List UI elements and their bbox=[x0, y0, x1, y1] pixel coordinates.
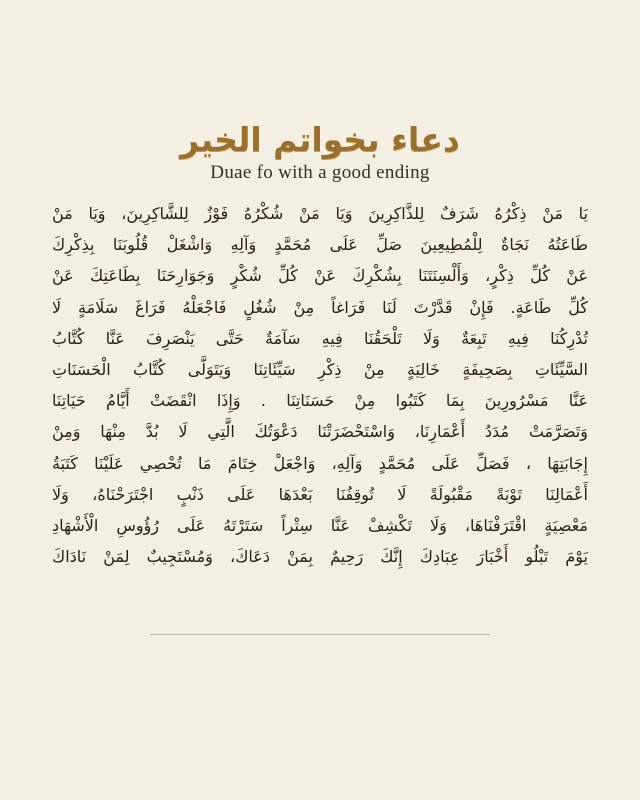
dua-line: يَوْمَ تَبْلُو أَخْبَارَ عِبَادِكَ إِنَّكَ رَحِيمٌ بِمَنْ دَعَاكَ، وَمُسْتَجِيبٌ لِمَنْ نَادَاكَ bbox=[52, 547, 588, 567]
dua-line: أَعْمَالِنَا تَوْبَةً مَقْبُولَةً لَا تُوقِفُنَا بَعْدَهَا عَلَى ذَنْبٍ اجْتَرَحْنَاهُ، وَلَا bbox=[52, 484, 588, 504]
dua-line: السَّيِّئَاتِ بِصَحِيفَةٍ خَالِيَةٍ مِنْ ذِكْرِ سَيِّئَاتِنَا وَيَتَوَلَّى كُتَّابُ الْحَسَنَاتِ bbox=[52, 359, 588, 379]
dua-line: عَنْ كُلِّ ذِكْرٍ، وَأَلْسِنَتَنَا بِشُكْرِكَ عَنْ كُلِّ شُكْرٍ وَجَوَارِحَنَا بِطَاعَتِكَ عَنْ bbox=[52, 266, 588, 286]
dua-text bbox=[52, 198, 588, 572]
dua-line: كُلِّ طَاعَةٍ. فَإِنْ قَدَّرْتَ لَنَا فَرَاغاً مِنْ شُغُلٍ فَاجْعَلْهُ فَرَاغَ سَلَامَةٍ لَا bbox=[52, 297, 588, 317]
dua-line: وَتَصَرَّمَتْ مُدَدُ أَعْمَارِنَا، وَاسْتَحْضَرَتْنَا دَعْوَتُكَ الَّتِي لَا بُدَّ مِنْهَا وَمِنْ bbox=[52, 422, 588, 442]
dua-line: تُدْرِكُنَا فِيهِ تَبِعَةٌ وَلَا تَلْحَقُنَا فِيهِ سَآمَةٌ حَتَّى يَنْصَرِفَ عَنَّا كُتَّابُ bbox=[52, 328, 588, 348]
page-subtitle: Duae fo with a good ending bbox=[210, 162, 430, 183]
dua-line: طَاعَتُهُ نَجَاةٌ لِلْمُطِيعِينَ صَلِّ عَلَى مُحَمَّدٍ وَآلِهِ وَاشْغَلْ قُلُوبَنَا بِذِكْرِكَ bbox=[52, 235, 588, 255]
dua-line: يَا مَنْ ذِكْرُهُ شَرَفٌ لِلذَّاكِرِينَ وَيَا مَنْ شُكْرُهُ فَوْزٌ لِلشَّاكِرِينَ، وَيَا مَنْ bbox=[52, 204, 588, 223]
page-title: دعاء بخواتم الخير bbox=[180, 120, 460, 159]
dua-line: مَعْصِيَةٍ اقْتَرَفْنَاهَا، وَلَا تَكْشِفْ عَنَّا سِتْراً سَتَرْتَهُ عَلَى رُؤُوسِ الْأَشْهَادِ bbox=[52, 515, 588, 535]
dua-line: عَنَّا مَسْرُورِينَ بِمَا كَتَبُوا مِنْ حَسَنَاتِنَا . وَإِذَا انْقَضَتْ أَيَّامُ حَيَاتِنَا bbox=[52, 391, 588, 411]
divider bbox=[150, 634, 490, 635]
dua-line: إِجَابَتِهَا ، فَصَلِّ عَلَى مُحَمَّدٍ وَآلِهِ، وَاجْعَلْ خِتَامَ مَا تُحْصِي عَلَيْنَا كَتَبَةُ bbox=[52, 453, 588, 473]
